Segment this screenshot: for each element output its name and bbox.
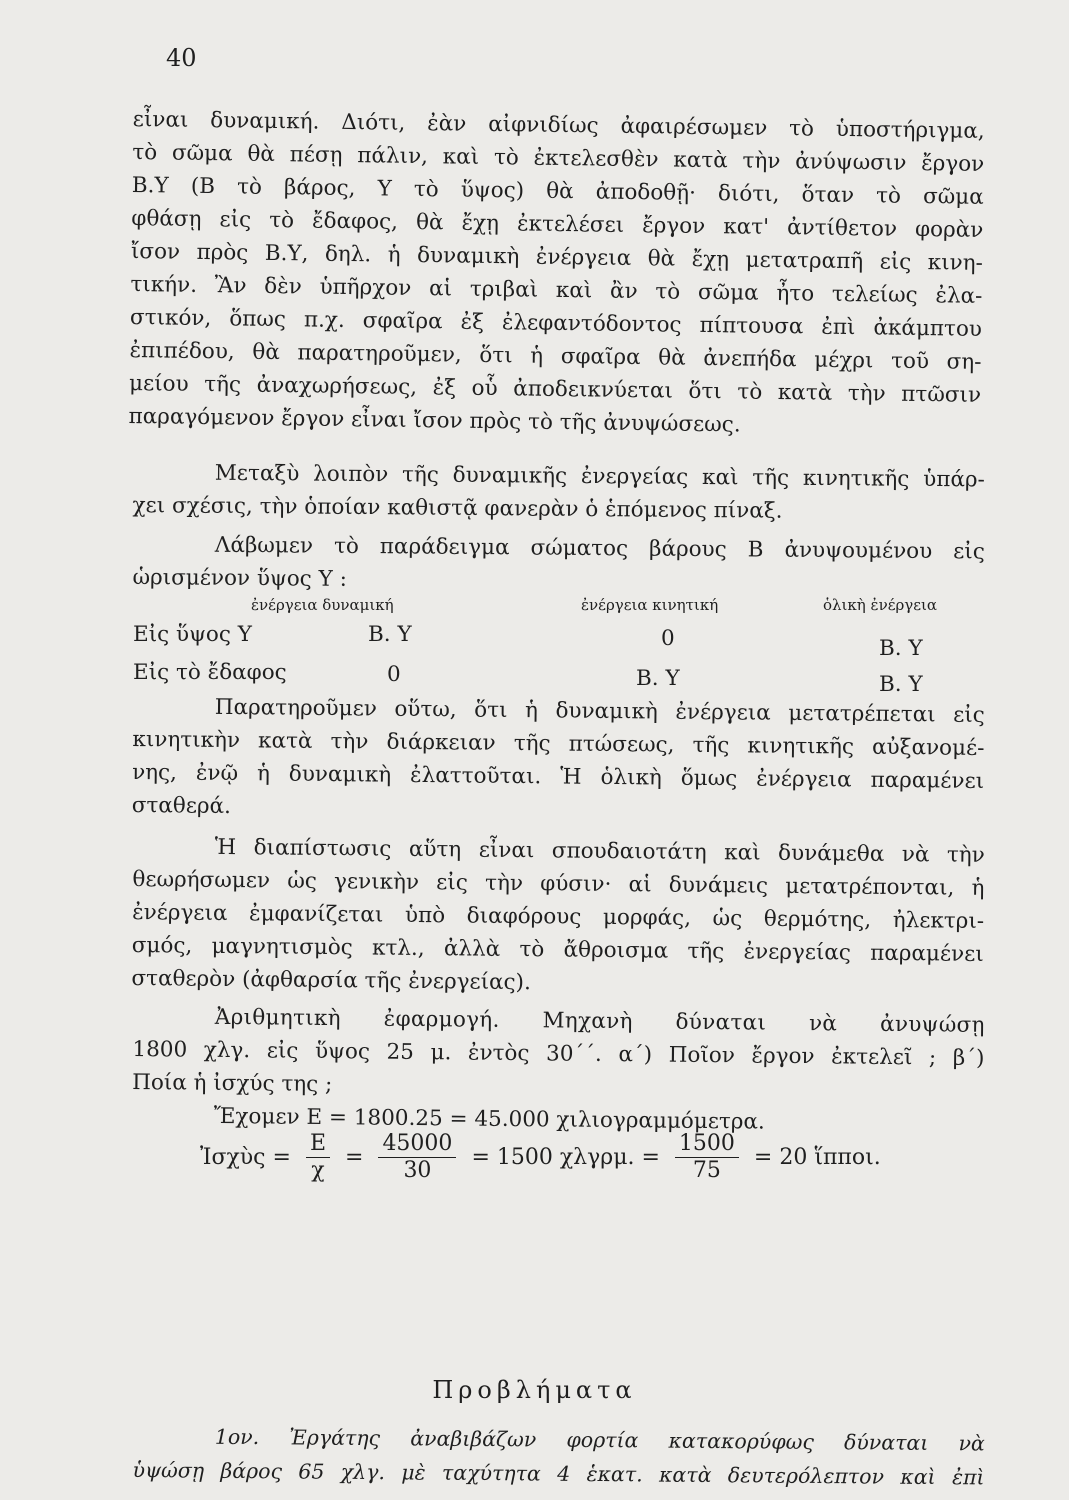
fraction-denominator: χ (311, 1158, 325, 1183)
fraction-numerator: Ε (306, 1131, 330, 1158)
table-row-label: Εἰς τὸ ἔδαφος (133, 660, 287, 685)
text-line: παραγόμενον ἔργον εἶναι ἴσον πρὸς τὸ τῆς ἀνυψώσεως. (128, 403, 741, 438)
equation-text: = 20 ἵπποι. (753, 1145, 881, 1170)
table-header-kinetic: ἐνέργεια κινητική (581, 596, 719, 614)
text-line: σταθερὸν (ἀφθαρσία τῆς ἐνεργείας). (131, 965, 531, 996)
text-line: κινητικὴν κατὰ τὴν διάρκειαν τῆς πτώσεως, τῆς κινητικῆς αὐξανομέ- (132, 726, 985, 761)
equation-text: = (345, 1145, 364, 1170)
table-cell: Β. Υ (879, 636, 923, 661)
paragraph-example (132, 528, 985, 601)
table-cell: 0 (661, 626, 675, 651)
text-line: ὑψώσῃ βάρος 65 χλγ. μὲ ταχύτητα 4 ἑκατ. κατὰ δευτερόλεπτον καὶ ἐπὶ (132, 1457, 985, 1490)
text-line: ἐνέργεια ἐμφανίζεται ὑπὸ διαφόρους μορφάς, ὡς θερμότης, ἠλεκτρι- (132, 899, 985, 934)
paragraph-relation (132, 456, 985, 529)
text-line: στικόν, ὅπως π.χ. σφαῖρα ἐξ ἐλεφαντόδοντος πίπτουσα ἐπὶ ἀκάμπτου (129, 304, 983, 342)
text-line: σταθερά. (131, 792, 232, 820)
text-line: Ἡ διαπίστωσις αὕτη εἶναι σπουδαιοτάτη καὶ δυνάμεθα νὰ τὴν (214, 834, 985, 868)
text-line: χει σχέσις, τὴν ὁποίαν καθιστᾷ φανερὰν ὁ ἑπόμενος πίναξ. (132, 492, 783, 524)
text-line: φθάσῃ εἰς τὸ ἔδαφος, θὰ ἔχῃ ἐκτελέσει ἔργον κατ' ἀντίθετον φορὰν (131, 205, 984, 243)
text-line: ἴσον πρὸς Β.Υ, δηλ. ἡ δυναμικὴ ἐνέργεια θὰ ἔχῃ μετατραπῆ εἰς κινη- (130, 238, 984, 276)
section-heading: Προβλήματα (432, 1376, 637, 1404)
text-line: τικήν. Ἂν δὲν ὑπῆρχον αἱ τριβαὶ καὶ ἂν τὸ σῶμα ἦτο τελείως ἐλα- (130, 271, 983, 309)
text-line: μείου τῆς ἀναχωρήσεως, ἐξ οὗ ἀποδεικνύεται ὅτι τὸ κατὰ τὴν πτῶσιν (128, 370, 982, 408)
fraction-numerator: 45000 (378, 1131, 456, 1158)
text-line: 1800 χλγ. εἰς ὕψος 25 μ. ἐντὸς 30΄΄. α΄) Ποῖον ἔργον ἐκτελεῖ ; β΄) (132, 1036, 985, 1071)
paragraph-application (132, 1000, 985, 1141)
table-header-potential: ἐνέργεια δυναμική (251, 596, 394, 614)
fraction (378, 1131, 456, 1184)
table-cell: 0 (387, 662, 401, 687)
problem-1 (132, 1419, 985, 1494)
page-number: 40 (166, 44, 197, 72)
table-cell: Β. Υ (368, 622, 412, 647)
text-line: ὡρισμένον ὕψος Υ : (132, 564, 347, 592)
text-line: ἐπιπέδου, θὰ παρατηροῦμεν, ὅτι ἡ σφαῖρα θὰ ἀνεπήδα μέχρι τοῦ ση- (129, 337, 982, 375)
power-equation (200, 1131, 881, 1184)
text-line: θεωρήσωμεν ὡς γενικὴν εἰς τὴν φύσιν· αἱ δυνάμεις μετατρέπονται, ἡ (132, 866, 985, 901)
table-row-label: Εἰς ὕψος Υ (133, 622, 252, 647)
paragraph-conservation (131, 830, 985, 1004)
paragraph-potential-energy (128, 103, 985, 445)
equation-text: = 1500 χλγρμ. = (471, 1145, 660, 1170)
fraction (675, 1131, 739, 1184)
text-line: Ποία ἡ ἰσχύς της ; (132, 1069, 333, 1098)
text-line: Ἀριθμητικὴ ἐφαρμογή. Μηχανὴ δύναται νὰ ἀνυψώσῃ (214, 1004, 985, 1038)
text-line: Παρατηροῦμεν οὕτω, ὅτι ἡ δυναμικὴ ἐνέργεια μετατρέπεται εἰς (214, 694, 985, 728)
text-line: Λάβωμεν τὸ παράδειγμα σώματος βάρους Β ἀνυψουμένου εἰς (214, 532, 985, 565)
fraction (306, 1131, 330, 1184)
text-line: Β.Υ (Β τὸ βάρος, Υ τὸ ὕψος) θὰ ἀποδοθῇ· διότι, ὅταν τὸ σῶμα (131, 172, 984, 210)
table-cell: Β. Υ (879, 672, 923, 697)
fraction-denominator: 75 (692, 1158, 721, 1183)
text-line: Μεταξὺ λοιπὸν τῆς δυναμικῆς ἐνεργείας καὶ τῆς κινητικῆς ὑπάρ- (214, 460, 985, 493)
text-line: τὸ σῶμα θὰ πέσῃ πάλιν, καὶ τὸ ἐκτελεσθὲν κατὰ τὴν ἀνύψωσιν ἔργον (132, 139, 985, 177)
text-line: νης, ἐνῷ ἡ δυναμικὴ ἐλαττοῦται. Ἡ ὁλικὴ ὅμως ἐνέργεια παραμένει (132, 759, 985, 794)
work-equation: Ἔχομεν Ε = 1800.25 = 45.000 χιλιογραμμόμετρα. (213, 1103, 765, 1135)
text-line: εἶναι δυναμική. Διότι, ἐὰν αἰφνιδίως ἀφαιρέσωμεν τὸ ὑποστήριγμα, (132, 106, 985, 144)
fraction-denominator: 30 (403, 1158, 432, 1183)
equation-text: Ἰσχὺς = (200, 1145, 291, 1170)
fraction-numerator: 1500 (675, 1131, 739, 1158)
text-line: σμός, μαγνητισμὸς κτλ., ἀλλὰ τὸ ἄθροισμα τῆς ἐνεργείας παραμένει (131, 932, 984, 967)
table-cell: Β. Υ (636, 666, 680, 691)
paragraph-observation (132, 690, 985, 831)
text-line: 1ον. Ἐργάτης ἀναβιβάζων φορτία κατακορύφως δύναται νὰ (214, 1424, 985, 1456)
table-header-total: ὁλικὴ ἐνέργεια (823, 596, 938, 614)
